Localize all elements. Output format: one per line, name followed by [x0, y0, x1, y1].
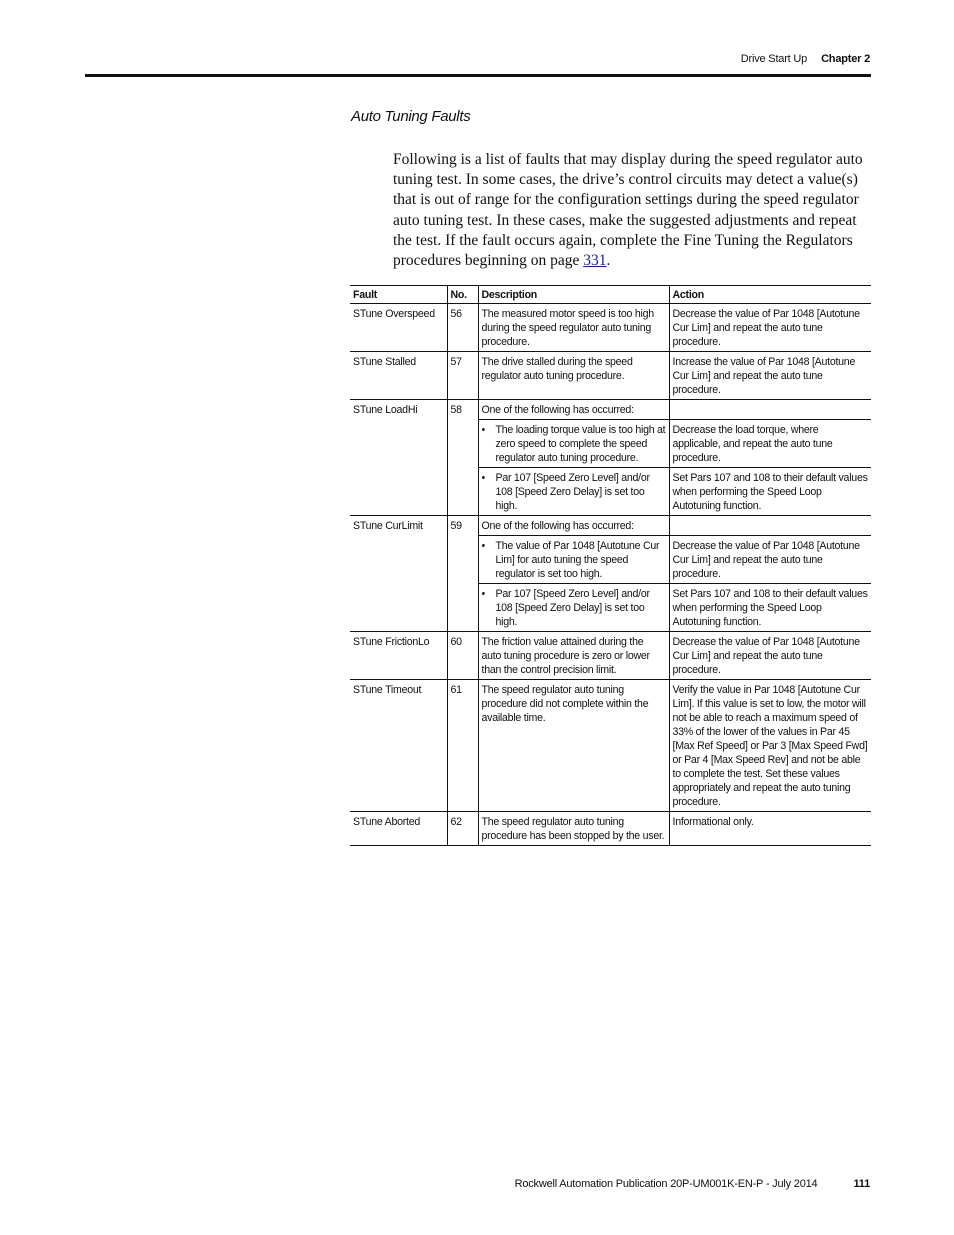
fault-description: One of the following has occurred: — [478, 516, 669, 536]
fault-action: Decrease the load torque, where applicable, and repeat the auto tune procedure. — [669, 420, 871, 468]
fault-cause — [478, 468, 669, 516]
intro-text: Following is a list of faults that may display during the speed regulator auto tuning test. In some cases, the drive’s control circuits may detect a value(s) that is out of range for the configuration settings during the speed regulator auto tuning test. In these cases, make the suggested adjustments and repeat the test. If the fault occurs again, complete the Fine Tuning the Regulators procedures beginning on page — [393, 151, 863, 270]
page-link[interactable]: 331 — [583, 252, 607, 270]
fault-number: 60 — [447, 632, 478, 680]
fault-cause — [478, 536, 669, 584]
header-rule — [85, 74, 871, 77]
intro-paragraph — [393, 150, 871, 271]
cause-bullet: • Par 107 [Speed Zero Level] and/or 108 [Speed Zero Delay] is set too high. — [482, 471, 666, 513]
fault-action: Verify the value in Par 1048 [Autotune Cur Lim]. If this value is set to low, the motor will not be able to reach a maximum speed of 33% of the lower of the values in Par 45 [Max Ref Speed] or Par 3 [Max Speed Fwd] or Par 4 [Max Speed Rev] and not be able to complete the test. Set these values appropriately and repeat the auto tuning procedure. — [669, 680, 871, 812]
header-fault: Fault — [350, 286, 447, 304]
page-number: 111 — [853, 1178, 870, 1190]
table-row — [350, 516, 871, 536]
fault-description: The measured motor speed is too high during the speed regulator auto tuning procedure. — [478, 304, 669, 352]
cause-bullet: • The loading torque value is too high at zero speed to complete the speed regulator auto tuning procedure. — [482, 423, 666, 465]
fault-cause — [478, 420, 669, 468]
table-row — [350, 632, 871, 680]
cause-bullet: • The value of Par 1048 [Autotune Cur Lim] for auto tuning the speed regulator is set too high. — [482, 539, 666, 581]
fault-action: Decrease the value of Par 1048 [Autotune Cur Lim] and repeat the auto tune procedure. — [669, 304, 871, 352]
faults-table — [350, 285, 871, 846]
fault-name: STune CurLimit — [350, 516, 447, 632]
fault-action: Decrease the value of Par 1048 [Autotune Cur Lim] and repeat the auto tune procedure. — [669, 536, 871, 584]
fault-number: 56 — [447, 304, 478, 352]
fault-action: Decrease the value of Par 1048 [Autotune Cur Lim] and repeat the auto tune procedure. — [669, 632, 871, 680]
table-row — [350, 812, 871, 846]
fault-name: STune FrictionLo — [350, 632, 447, 680]
fault-description: The friction value attained during the auto tuning procedure is zero or lower than the control precision limit. — [478, 632, 669, 680]
table-row — [350, 304, 871, 352]
intro-end: . — [606, 252, 611, 270]
table-row — [350, 680, 871, 812]
fault-name: STune Aborted — [350, 812, 447, 846]
fault-action-empty — [669, 516, 871, 536]
fault-number: 61 — [447, 680, 478, 812]
fault-action: Set Pars 107 and 108 to their default values when performing the Speed Loop Autotuning function. — [669, 584, 871, 632]
header-description: Description — [478, 286, 669, 304]
fault-name: STune Timeout — [350, 680, 447, 812]
fault-name: STune LoadHi — [350, 400, 447, 516]
fault-description: The speed regulator auto tuning procedure did not complete within the available time. — [478, 680, 669, 812]
fault-number: 62 — [447, 812, 478, 846]
fault-number: 57 — [447, 352, 478, 400]
cause-bullet: • Par 107 [Speed Zero Level] and/or 108 [Speed Zero Delay] is set too high. — [482, 587, 666, 629]
header-action: Action — [669, 286, 871, 304]
fault-action-empty — [669, 400, 871, 420]
fault-action: Increase the value of Par 1048 [Autotune Cur Lim] and repeat the auto tune procedure. — [669, 352, 871, 400]
header-chapter: Chapter 2 — [821, 53, 870, 65]
table-row — [350, 400, 871, 420]
fault-description: One of the following has occurred: — [478, 400, 669, 420]
fault-name: STune Overspeed — [350, 304, 447, 352]
page-header — [741, 53, 870, 65]
section-title: Auto Tuning Faults — [351, 108, 471, 125]
table-header-row — [350, 286, 871, 304]
fault-action: Informational only. — [669, 812, 871, 846]
publication-info: Rockwell Automation Publication 20P-UM001K-EN-P - July 2014 — [514, 1178, 818, 1190]
fault-name: STune Stalled — [350, 352, 447, 400]
fault-number: 59 — [447, 516, 478, 632]
fault-description: The speed regulator auto tuning procedure has been stopped by the user. — [478, 812, 669, 846]
header-no: No. — [447, 286, 478, 304]
fault-description: The drive stalled during the speed regulator auto tuning procedure. — [478, 352, 669, 400]
fault-action: Set Pars 107 and 108 to their default values when performing the Speed Loop Autotuning function. — [669, 468, 871, 516]
table-row — [350, 352, 871, 400]
header-section: Drive Start Up — [740, 53, 808, 65]
fault-cause — [478, 584, 669, 632]
page-footer — [515, 1178, 870, 1190]
fault-number: 58 — [447, 400, 478, 516]
